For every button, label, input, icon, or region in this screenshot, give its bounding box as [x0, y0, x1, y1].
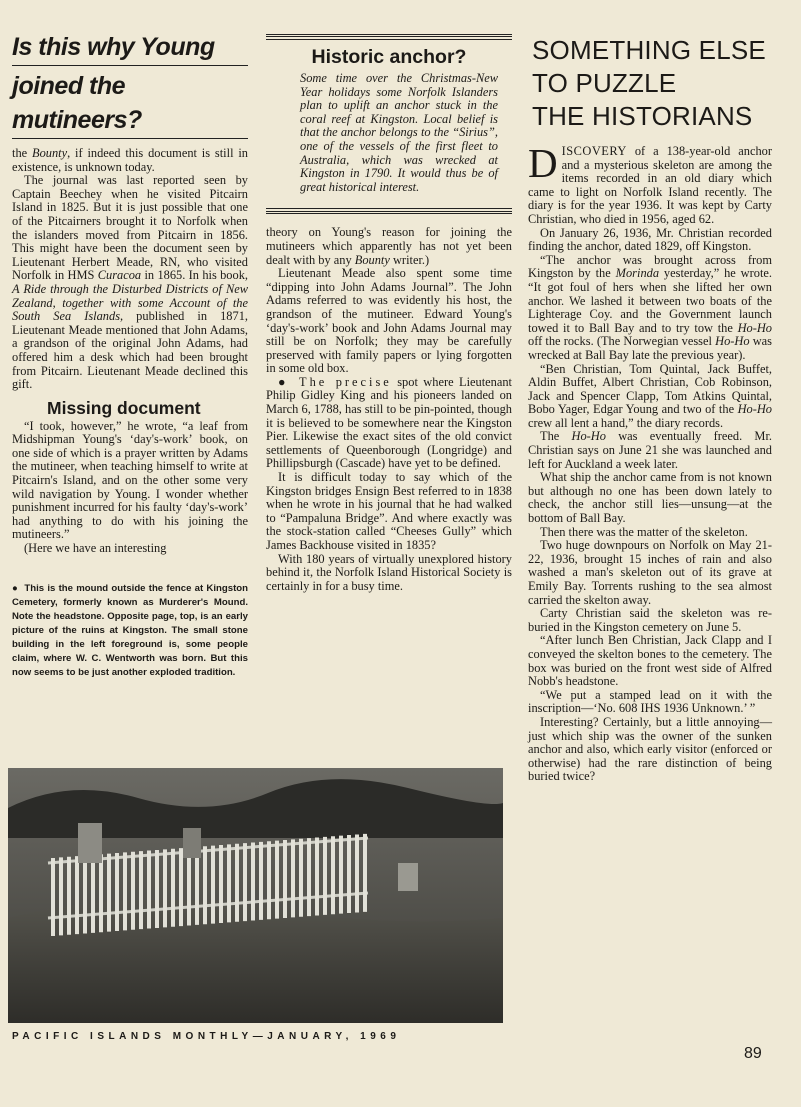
bullet-icon: ●: [12, 582, 19, 594]
paragraph: ● The precise spot where Lieutenant Philip Gidley King and his pioneers landed on March 6, 1788, has still to be pin-pointed, though it is believed to be somewhere near the Kingston Pier. Likewise the exact sites of the old convict settlements of Queenborough (Longridge) and Phillipsburgh (Cascade) have yet to be defined.: [266, 374, 512, 471]
paragraph: Lieutenant Meade also spent some time “dipping into John Adams Journal”. The John Adams referred to was evidently his host, the grandson of the mutineer. Edward Young's ‘day's-work’ book and John Adams Journal may still be on Norfolk; they may be carefully preserved with family papers or lying forgotten in some old box.: [266, 266, 512, 376]
column-1: [12, 30, 248, 680]
box-title: Historic anchor?: [311, 46, 467, 68]
paragraph: What ship the anchor came from is not known but although no one has been down lately to check, the anchor still lies—unsung—at the bottom of Ball Bay.: [528, 470, 772, 526]
subheading: Missing document: [47, 397, 201, 418]
article-body-2: [266, 226, 512, 593]
headline-line-1: Is this why Young: [12, 30, 248, 66]
box-rule-bottom: [266, 208, 512, 214]
paragraph: theory on Young's reason for joining the mutineers which apparently has not yet been dealt with by any Bounty writer.): [266, 225, 512, 267]
paragraph: The journal was last reported seen by Captain Beechey when he visited Pitcairn Island in 1825. But it is just possible that one of the Pitcairners brought it to Norfolk when the islanders moved from Pitcairn in 1856. This might have been the document seen by Lieutenant Herbert Meade, RN, who visited Norfolk in HMS Curacoa in 1865. In his book, A Ride through the Disturbed Districts of New Zealand, together with some Account of the South Sea Islands, published in 1871, Lieutenant Meade mentioned that John Adams, a grandson of the original John Adams, had offered him a desk which had been brought from Pitcairn. Lieutenant Meade declined this gift.: [12, 173, 248, 392]
paragraph: It is difficult today to say which of the Kingston bridges Ensign Best referred to in 1838 when he wrote in his journal that he had walked to “Pampaluna Bridge”. And where exactly was the stock-station called “Cheeses Gully” which James Backhouse visited in 1835?: [266, 470, 512, 552]
column-3: [528, 34, 772, 784]
page-footer: PACIFIC ISLANDS MONTHLY—JANUARY, 1969: [12, 1031, 401, 1042]
cemetery-photo-image: [8, 768, 503, 1023]
drop-cap: D: [528, 140, 558, 186]
paragraph: Carty Christian said the skeleton was re-buried in the Kingston cemetery on June 5.: [528, 606, 772, 634]
box-text: Some time over the Christmas-New Year holidays some Norfolk Islanders plan to uplift an anchor stuck in the coral reef at Kingston. Local belief is that the anchor belongs to the “Sirius”, one of the vessels of the first fleet to Australia, which was wrecked at Kingston in 1790. It would thus be of great historical interest.: [300, 71, 498, 194]
paragraph: “After lunch Ben Christian, Jack Clapp and I conveyed the skelton bones to the cemetery. The box was buried on the front west side of Alfred Nobb's headstone.: [528, 633, 772, 689]
paragraph: (Here we have an interesting: [24, 541, 167, 556]
paragraph: “We put a stamped lead on it with the inscription—‘No. 608 IHS 1936 Unknown.’ ”: [528, 687, 772, 716]
paragraph: Interesting? Certainly, but a little annoying—just which ship was the owner of the sunken anchor and also, which early visitor (enforced or otherwise) had the rare distinction of being buried twice?: [528, 714, 772, 784]
paragraph: The Ho-Ho was eventually freed. Mr. Christian says on June 21 she was launched and left for Auckland a week later.: [528, 429, 772, 471]
paragraph: DISCOVERY of a 138-year-old anchor and a mysterious skeleton are among the items recorded in an old diary which came to light on Norfolk Island recently. The diary is for the year 1936. It was kept by Carty Christian, who died in 1956, aged 62.: [528, 140, 772, 226]
page-number: 89: [744, 1045, 762, 1062]
paragraph: “I took, however,” he wrote, “a leaf from Midshipman Young's ‘day's-work’ book, on one side of which is a prayer written by Adams the mutineer, when teaching himself to write at Pitcairn's Island, and on the other some very wild navigation by Young. I wonder whether punishment incurred for his faulty ‘day's-work’ had anything to do with his joining the mutineers.”: [12, 418, 248, 542]
historic-anchor-box: [266, 34, 512, 214]
box-rule-top: [266, 34, 512, 40]
column-2: [266, 34, 512, 593]
paragraph: With 180 years of virtually unexplored history behind it, the Norfolk Island Historical Society is certainly in for a busy time.: [266, 551, 512, 593]
article-title: SOMETHING ELSE TO PUZZLE THE HISTORIANS: [532, 35, 766, 131]
paragraph: Then there was the matter of the skeleton.: [540, 524, 748, 539]
photo-caption: ● This is the mound outside the fence at Kingston Cemetery, formerly known as Murderer's Mound. Note the headstone. Opposite page, top, is an early picture of the ruins at Kingston. The small stone building in the left foreground is, some people claim, where W. C. Wentworth was born. But this now seems to be just another exploded tradition.: [12, 582, 248, 678]
article-headline: [12, 30, 248, 139]
headline-line-2: joined the mutineers?: [12, 69, 248, 139]
article-body-3: [528, 140, 772, 784]
article-body-1: [12, 147, 248, 556]
paragraph: Two huge downpours on Norfolk on May 21-22, 1936, brought 15 inches of rain and also washed a man's skeleton out of its grave at Emily Bay. Torrents rushing to the sea almost carried the skelton away.: [528, 538, 772, 607]
paragraph: “Ben Christian, Tom Quintal, Jack Buffet, Aldin Buffet, Albert Christian, Cob Robinson, Jack and Spencer Clapp, Tom Atkins Quintal, Bobo Yager, Edgar Young and two of the Ho-Ho crew all lent a hand,” the diary records.: [528, 361, 772, 430]
paragraph: On January 26, 1936, Mr. Christian recorded finding the anchor, dated 1829, off Kingston.: [528, 225, 772, 254]
paragraph: the Bounty, if indeed this document is still in existence, is unknown today.: [12, 146, 248, 174]
paragraph: “The anchor was brought across from Kingston by the Morinda yesterday,” he wrote. “It got foul of hers when she lifted her own anchor. We lashed it between two boats of the Lighterage Coy. and the Government launch towed it to Ball Bay and to try tow the Ho-Ho off the rocks. (The Norwegian vessel Ho-Ho was wrecked at Ball Bay late the previous year).: [528, 252, 772, 362]
cemetery-photo: [8, 768, 503, 1023]
